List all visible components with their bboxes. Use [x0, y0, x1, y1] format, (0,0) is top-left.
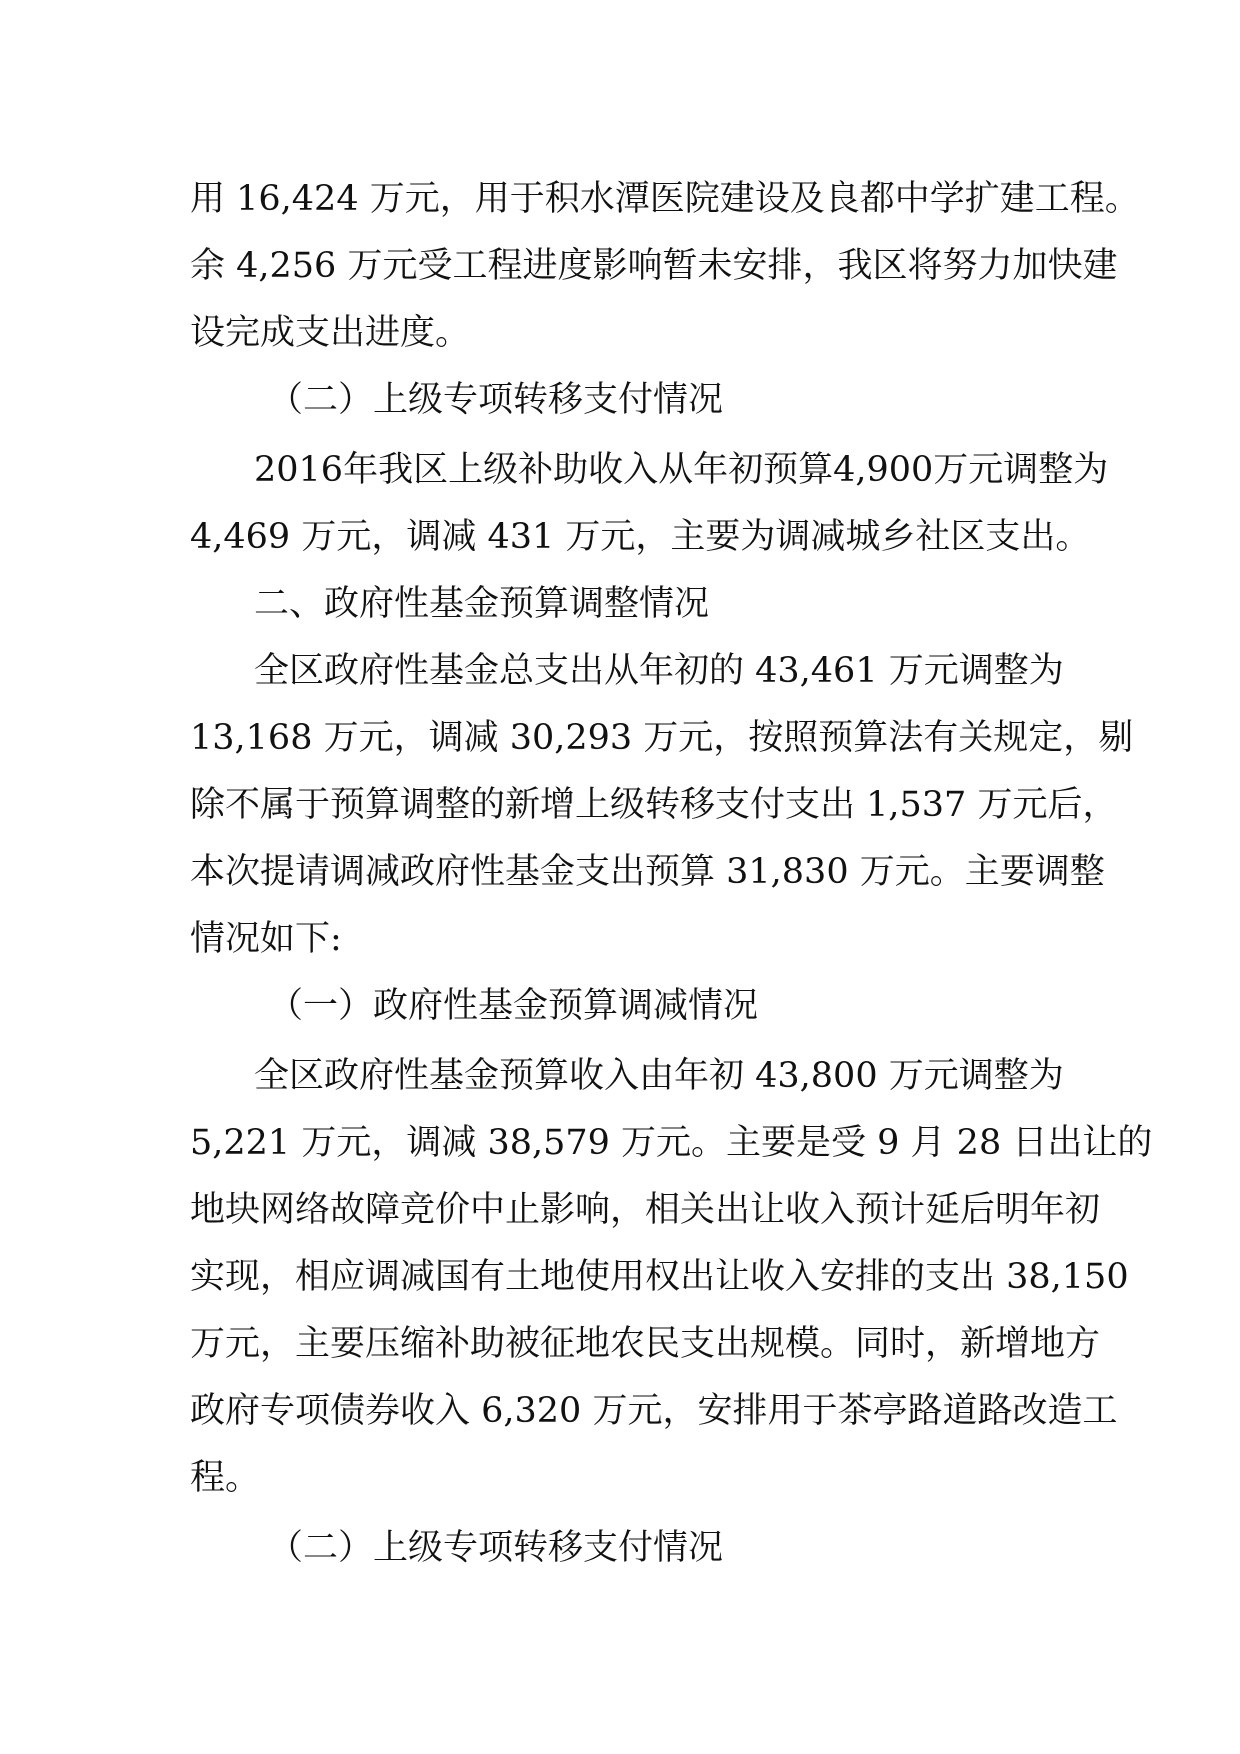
section-heading-fund-budget: 二、政府性基金预算调整情况	[254, 584, 710, 624]
section-heading-transfer-1: （二）上级专项转移支付情况	[268, 380, 724, 420]
text-line-17: 实现，相应调减国有土地使用权出让收入安排的支出 38,150	[190, 1257, 1129, 1297]
text-line-15: 5,221 万元，调减 38,579 万元。主要是受 9 月 28 日出让的	[190, 1123, 1153, 1163]
text-line-1: 用 16,424 万元，用于积水潭医院建设及良都中学扩建工程。	[190, 179, 1140, 219]
text-line-16: 地块网络故障竞价中止影响，相关出让收入预计延后明年初	[190, 1190, 1101, 1230]
text-line-11: 本次提请调减政府性基金支出预算 31,830 万元。主要调整	[190, 852, 1105, 892]
text-line-20: 程。	[190, 1458, 261, 1498]
text-line-14: 全区政府性基金预算收入由年初 43,800 万元调整为	[254, 1056, 1064, 1096]
text-line-19: 政府专项债券收入 6,320 万元，安排用于茶亭路道路改造工	[190, 1391, 1118, 1431]
text-line-6: 4,469 万元，调减 431 万元，主要为调减城乡社区支出。	[190, 517, 1091, 557]
section-heading-fund-reduction: （一）政府性基金预算调减情况	[268, 986, 759, 1026]
text-line-12: 情况如下:	[190, 919, 342, 959]
text-line-8: 全区政府性基金总支出从年初的 43,461 万元调整为	[254, 651, 1064, 691]
section-heading-transfer-2: （二）上级专项转移支付情况	[268, 1528, 724, 1568]
text-line-10: 除不属于预算调整的新增上级转移支付支出 1,537 万元后，	[190, 785, 1118, 825]
text-line-18: 万元，主要压缩补助被征地农民支出规模。同时，新增地方	[190, 1324, 1101, 1364]
text-line-3: 设完成支出进度。	[190, 313, 471, 353]
text-line-2: 余 4,256 万元受工程进度影响暂未安排，我区将努力加快建	[190, 246, 1118, 286]
text-line-5: 2016年我区上级补助收入从年初预算4,900万元调整为	[254, 450, 1109, 490]
text-line-9: 13,168 万元，调减 30,293 万元，按照预算法有关规定，剔	[190, 718, 1134, 758]
